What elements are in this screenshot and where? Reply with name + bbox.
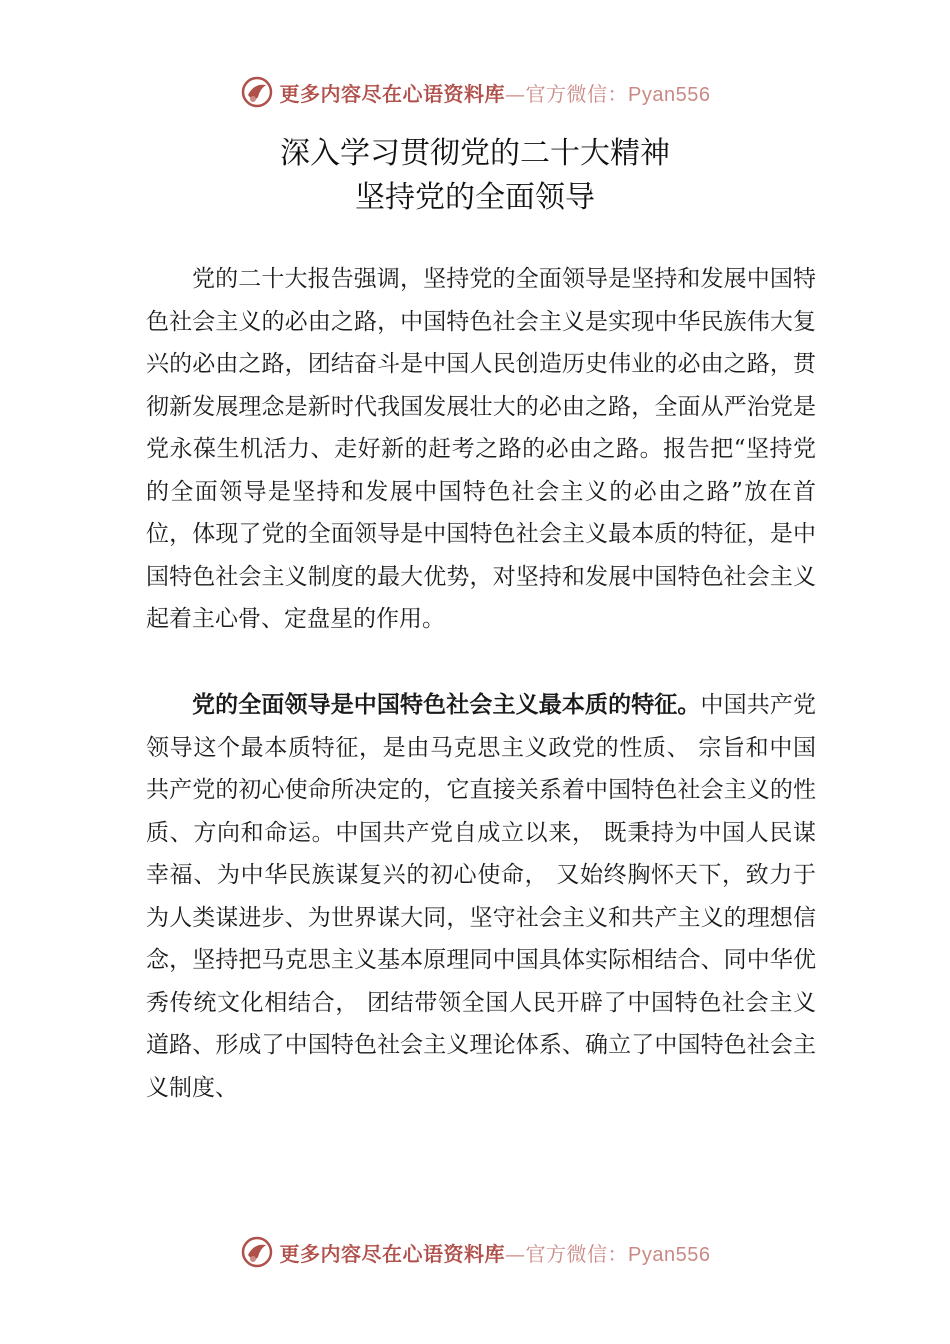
body-paragraph-2: [146, 684, 816, 1109]
body-paragraph-1: 党的二十大报告强调，坚持党的全面领导是坚持和发展中国特色社会主义的必由之路，中国特色社会主义是实现中华民族伟大复兴的必由之路，团结奋斗是中国人民创造历史伟业的必由之路，贯彻新发展理念是新时代我国发展壮大的必由之路，全面从严治党是党永葆生机活力、走好新的赶考之路的必由之路。报告把“坚持党的全面领导是坚持和发展中国特色社会主义的必由之路”放在首位，体现了党的全面领导是中国特色社会主义最本质的特征，是中国特色社会主义制度的最大优势，对坚持和发展中国特色社会主义起着主心骨、定盘星的作用。: [146, 266, 816, 632]
header-watermark-banner: [0, 72, 950, 112]
banner-wechat-id: Pyan556: [628, 1243, 711, 1266]
banner-text: [280, 78, 711, 107]
brand-logo-icon: [240, 1235, 274, 1269]
banner-label: 官方微信：: [525, 1241, 629, 1266]
banner-dash: —: [505, 81, 526, 106]
banner-dash: —: [505, 1241, 526, 1266]
brand-logo-icon: [240, 75, 274, 109]
footer-watermark-banner: [0, 1232, 950, 1272]
paragraph-2-body: 中国共产党领导这个最本质特征，是由马克思主义政党的性质、 宗旨和中国共产党的初心使命所决定的，它直接关系着中国特色社会主义的性质、方向和命运。中国共产党自成立以来， 既秉持为中国人民谋幸福、为中华民族谋复兴的初心使命， 又始终胸怀天下，致力于为人类谋进步、为世界谋大同，坚守社会主义和共产主义的理想信念，坚持把马克思主义基本原理同中国具体实际相结合、同中华优秀传统文化相结合， 团结带领全国人民开辟了中国特色社会主义道路、形成了中国特色社会主义理论体系、确立了中国特色社会主义制度、: [146, 692, 817, 1101]
banner-site-name: 更多内容尽在心语资料库: [279, 1241, 506, 1266]
banner-text: [280, 1238, 711, 1267]
paragraph-2-lead-sentence: 党的全面领导是中国特色社会主义最本质的特征。: [192, 692, 701, 718]
banner-wechat-id: Pyan556: [628, 83, 711, 106]
document-title-line1: 深入学习贯彻党的二十大精神: [280, 136, 670, 171]
document-title-line2: 坚持党的全面领导: [355, 180, 595, 215]
banner-site-name: 更多内容尽在心语资料库: [279, 81, 506, 106]
banner-label: 官方微信：: [525, 81, 629, 106]
